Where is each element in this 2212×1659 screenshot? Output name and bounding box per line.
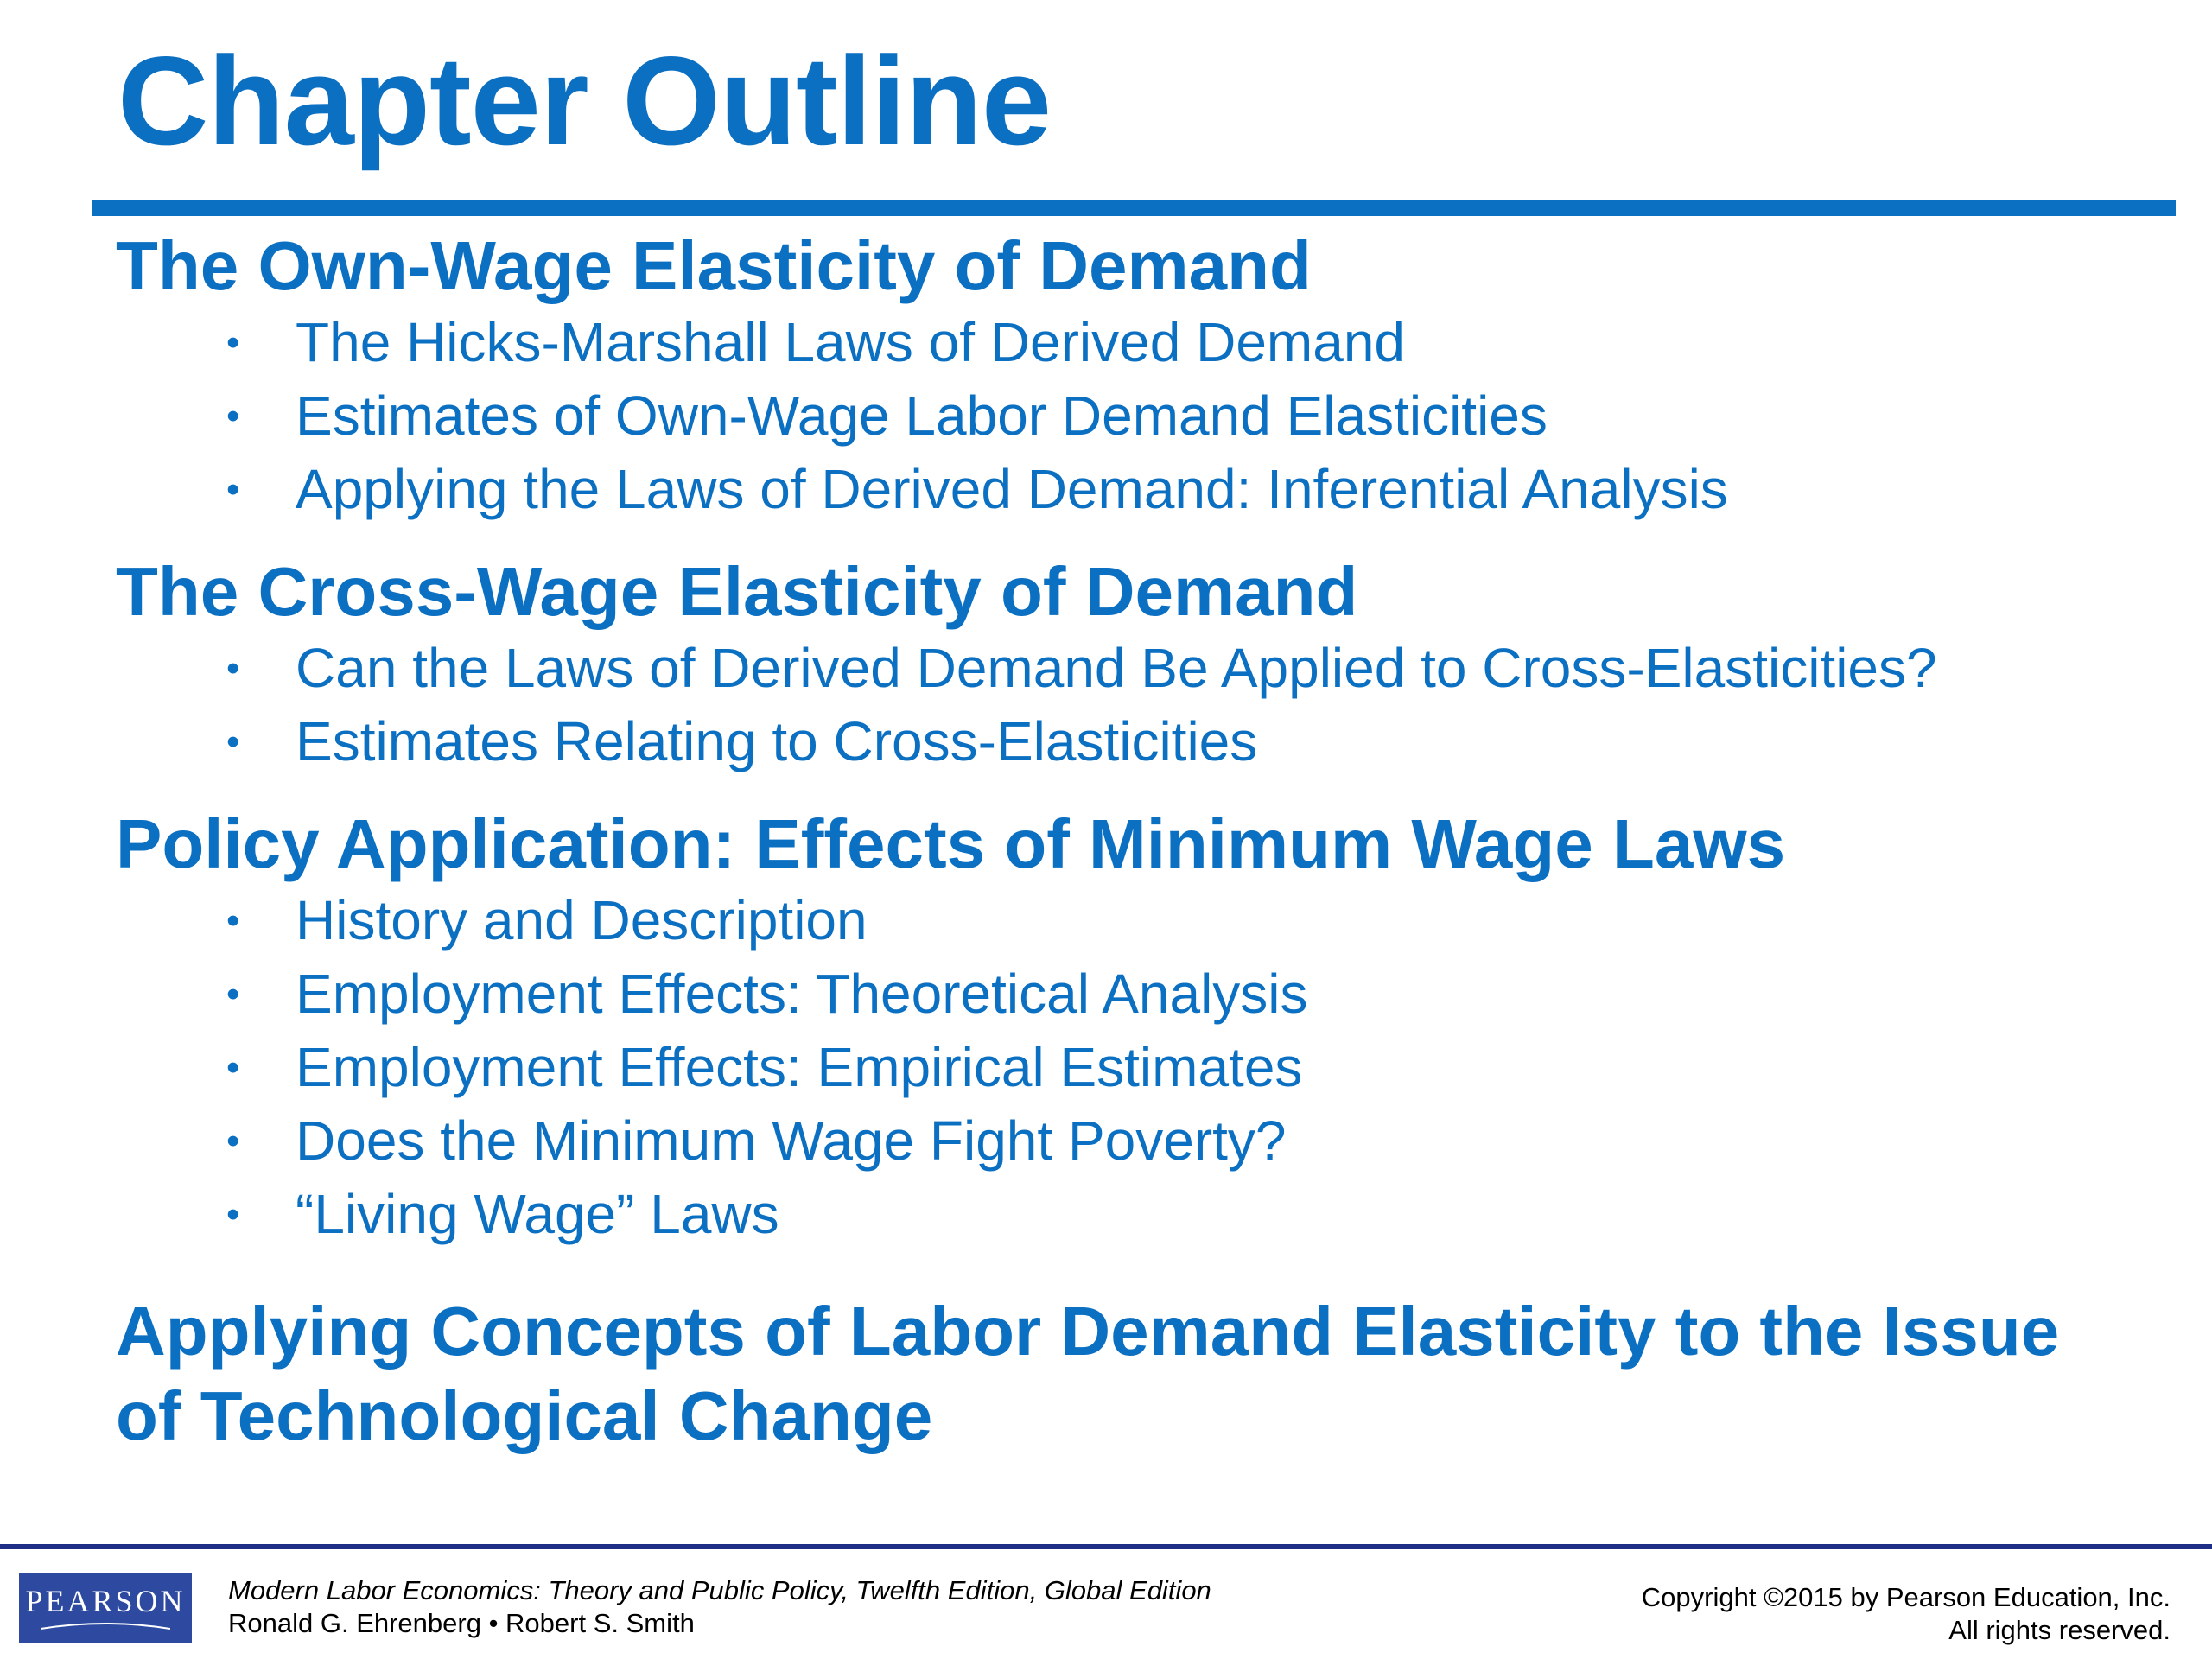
rights-text: All rights reserved. [1948, 1615, 2171, 1645]
bullet-item [116, 1031, 2190, 1104]
bullet-text: Applying the Laws of Derived Demand: Inferential Analysis [296, 458, 1728, 520]
bullet-item [116, 957, 2190, 1031]
bullet-icon: • [226, 973, 240, 1015]
bullet-text: Can the Laws of Derived Demand Be Applied to Cross-Elasticities? [296, 637, 1937, 699]
logo-swoosh-icon [41, 1622, 170, 1630]
section-heading: The Own-Wage Elasticity of Demand [116, 227, 1312, 304]
outline-section-minimum-wage [116, 804, 2190, 1251]
book-title: Modern Labor Economics: Theory and Public Policy, Twelfth Edition, Global Edition [228, 1575, 1211, 1605]
outline-section-cross-wage [116, 552, 2190, 779]
section-heading: Policy Application: Effects of Minimum Wage Laws [116, 805, 1786, 882]
bullet-item [116, 379, 2190, 453]
bullet-item [116, 705, 2190, 779]
bullet-icon: • [226, 1120, 240, 1162]
bullet-icon: • [226, 721, 240, 763]
bullet-text: Estimates Relating to Cross-Elasticities [296, 710, 1258, 772]
chapter-outline [116, 226, 2190, 1459]
bullet-icon: • [226, 1193, 240, 1236]
bullet-item [116, 453, 2190, 526]
bullet-item [116, 1104, 2190, 1178]
bullet-text: Estimates of Own-Wage Labor Demand Elasticities [296, 385, 1548, 447]
bullet-item [116, 884, 2190, 957]
bullet-icon: • [226, 468, 240, 511]
section-heading: The Cross-Wage Elasticity of Demand [116, 553, 1358, 630]
section-heading: Applying Concepts of Labor Demand Elasticity to the Issue of Technological Change [116, 1293, 2060, 1454]
footer-citation [228, 1574, 1211, 1640]
bullet-icon: • [226, 1046, 240, 1089]
bullet-text: Does the Minimum Wage Fight Poverty? [296, 1109, 1287, 1172]
bullet-list [116, 632, 2190, 779]
footer-copyright [1642, 1581, 2171, 1647]
bullet-item [116, 306, 2190, 379]
logo-text: PEARSON [25, 1584, 186, 1618]
outline-section-technological-change [116, 1289, 2190, 1459]
bullet-text: History and Description [296, 889, 868, 951]
bullet-icon: • [226, 647, 240, 690]
outline-section-own-wage [116, 226, 2190, 526]
bullet-icon: • [226, 321, 240, 364]
bullet-text: Employment Effects: Empirical Estimates [296, 1036, 1303, 1098]
pearson-logo [19, 1573, 192, 1643]
title-divider [92, 200, 2176, 216]
footer-divider [0, 1544, 2212, 1549]
bullet-icon: • [226, 395, 240, 437]
slide-title: Chapter Outline [118, 30, 1052, 171]
bullet-item [116, 632, 2190, 705]
bullet-item [116, 1178, 2190, 1251]
book-authors: Ronald G. Ehrenberg • Robert S. Smith [228, 1608, 695, 1638]
bullet-text: The Hicks-Marshall Laws of Derived Demand [296, 311, 1405, 373]
bullet-text: “Living Wage” Laws [296, 1183, 779, 1245]
bullet-icon: • [226, 899, 240, 942]
bullet-text: Employment Effects: Theoretical Analysis [296, 963, 1308, 1025]
copyright-text: Copyright ©2015 by Pearson Education, Inc. [1641, 1582, 2171, 1612]
bullet-list [116, 306, 2190, 526]
bullet-list [116, 884, 2190, 1251]
